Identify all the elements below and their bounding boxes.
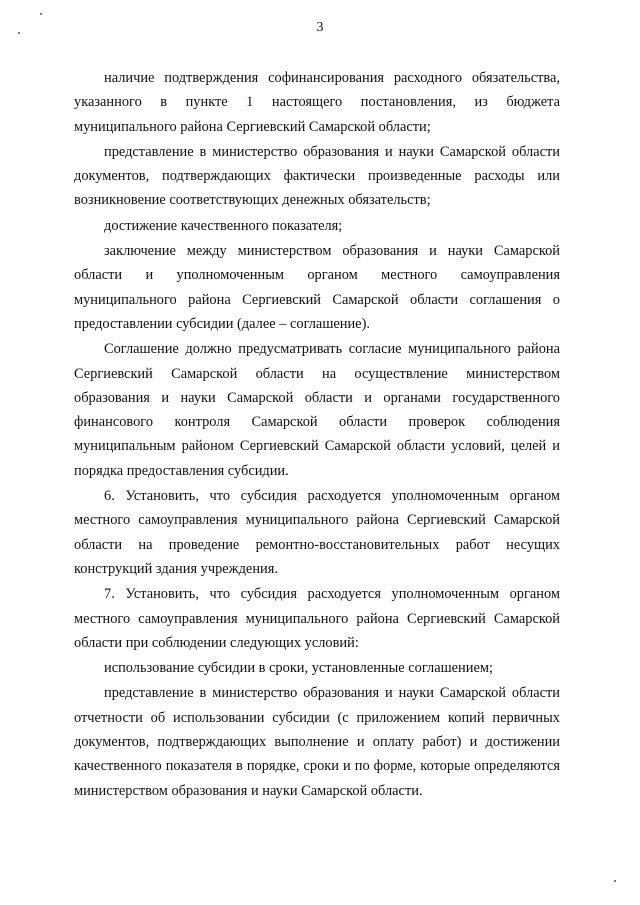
paragraph-usage-terms: использование субсидии в сроки, установленные соглашением; [104, 660, 493, 677]
paragraph-agreement-consent: Соглашение должно предусматривать согласие муниципального района Сергиевский Самарской области на осуществление министерством образования и науки Самарской области и органами государственного финансового контроля Самарской области проверок соблюдения муниципальным районом Сергиевский Самарской области условий, целей и порядка предоставления субсидии. [74, 341, 560, 479]
paragraph-quality-indicator: достижение качественного показателя; [104, 217, 343, 234]
scan-speck [614, 880, 616, 882]
paragraph-item-7: 7. Установить, что субсидия расходуется уполномоченным органом местного самоуправления муниципального района Сергиевский Самарской области при соблюдении следующих условий: [74, 586, 560, 651]
paragraph-agreement: заключение между министерством образования и науки Самарской области и уполномоченным органом местного самоуправления муниципального района Сергиевский Самарской области соглашения о предоставлении субсидии (далее – соглашение). [74, 243, 560, 332]
paragraph-documents: представление в министерство образования и науки Самарской области документов, подтверждающих фактически произведенные расходы или возникновение соответствующих денежных обязательств; [74, 143, 560, 209]
paragraph-reporting: представление в министерство образования и науки Самарской области отчетности об использовании субсидии (с приложением копий первичных документов, подтверждающих выполнение и оплату работ) и достижении качественного показателя в порядке, сроки и по форме, которые определяются министерством образования и науки Самарской области. [74, 685, 560, 799]
scan-speck [40, 13, 42, 15]
page-number: 3 [316, 20, 324, 35]
paragraph-cofinancing: наличие подтверждения софинансирования расходного обязательства, указанного в пункте 1 настоящего постановления, из бюджета муниципального района Сергиевский Самарской области; [74, 70, 560, 135]
paragraph-item-6: 6. Установить, что субсидия расходуется уполномоченным органом местного самоуправления муниципального района Сергиевский Самарской области на проведение ремонтно-восстановительных работ несущих конструкций здания учреждения. [74, 488, 560, 577]
document-body [74, 66, 560, 803]
